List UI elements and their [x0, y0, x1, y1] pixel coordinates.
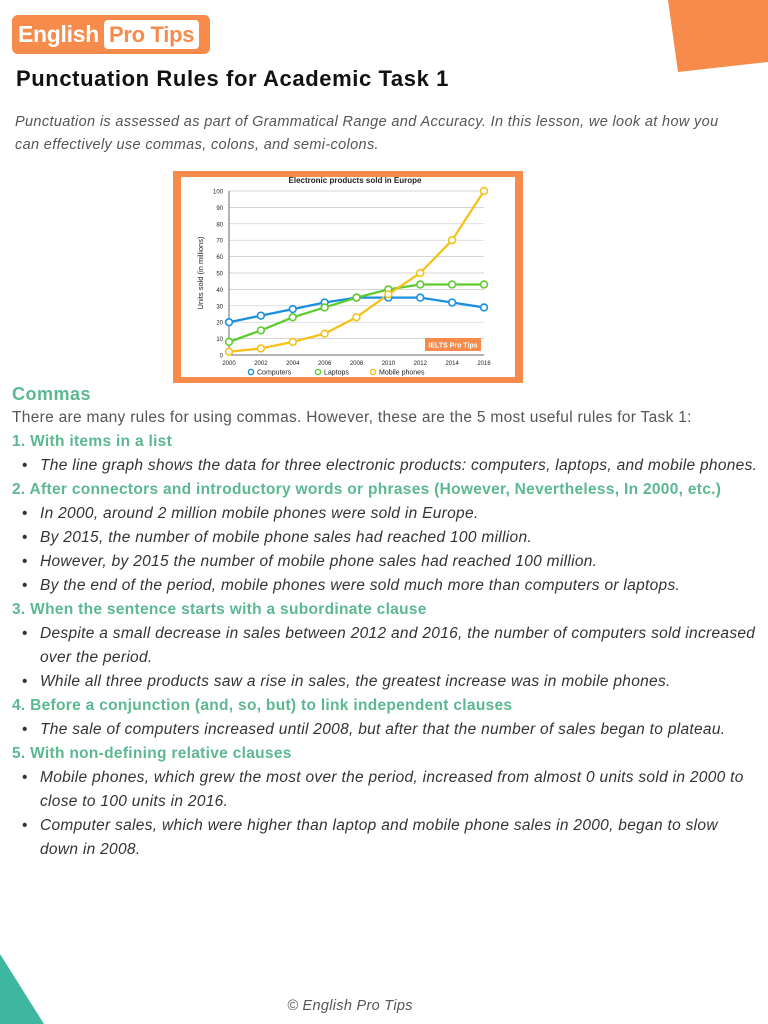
legend-marker: [315, 369, 320, 374]
data-point: [226, 319, 233, 326]
section-heading-commas: Commas: [12, 384, 92, 404]
data-point: [481, 304, 488, 311]
data-point: [481, 188, 488, 195]
logo-text-pro-tips: Pro Tips: [104, 20, 199, 49]
data-point: [417, 281, 424, 288]
y-tick-label: 50: [216, 271, 223, 278]
rule-title-3: 3. When the sentence starts with a subordinate clause: [12, 601, 427, 618]
footer-copyright: © English Pro Tips: [287, 998, 413, 1014]
rule-2-examples: [12, 502, 760, 598]
data-point: [449, 237, 456, 244]
legend-label: Computers: [257, 369, 292, 377]
chart-title: Electronic products sold in Europe: [288, 176, 422, 185]
data-point: [353, 314, 360, 321]
data-point: [321, 304, 328, 311]
example-item: • The sale of computers increased until 2008, but after that the number of sales began to plateau.: [12, 718, 760, 742]
chart-watermark: [425, 338, 481, 351]
example-item: • While all three products saw a rise in sales, the greatest increase was in mobile phones.: [12, 670, 760, 694]
legend-label: Laptops: [324, 369, 349, 377]
y-tick-label: 90: [216, 205, 223, 212]
content: [12, 382, 760, 862]
y-axis-label: Units sold (in millions): [196, 236, 205, 310]
data-point: [353, 294, 360, 301]
data-point: [417, 270, 424, 277]
data-point: [226, 348, 233, 355]
x-tick-label: 2010: [381, 361, 396, 367]
legend-marker: [370, 369, 375, 374]
line-chart: [173, 171, 523, 383]
y-tick-label: 60: [216, 255, 223, 262]
data-point: [289, 338, 296, 345]
rule-5-examples: [12, 766, 760, 862]
y-tick-label: 70: [216, 238, 223, 245]
x-tick-label: 2000: [222, 361, 236, 367]
intro-paragraph: Punctuation is assessed as part of Grammatical Range and Accuracy. In this lesson, we look at how you can effectively use commas, colons, and semi-colons.: [15, 114, 719, 153]
x-tick-label: 2004: [286, 361, 300, 367]
example-item: • By the end of the period, mobile phones were sold much more than computers or laptops.: [12, 574, 760, 598]
y-tick-label: 10: [216, 337, 223, 344]
y-tick-label: 40: [216, 287, 223, 294]
x-tick-label: 2008: [349, 361, 364, 367]
x-tick-label: 2002: [254, 361, 268, 367]
x-tick-label: 2012: [413, 361, 427, 367]
legend-marker: [248, 369, 253, 374]
rule-title-5: 5. With non-defining relative clauses: [12, 745, 292, 762]
data-point: [289, 314, 296, 321]
y-tick-label: 80: [216, 222, 223, 229]
logo-text-english: English: [18, 21, 99, 47]
page-title: Punctuation Rules for Academic Task 1: [16, 66, 449, 91]
y-tick-label: 100: [212, 189, 223, 196]
data-point: [257, 312, 264, 319]
y-tick-label: 20: [216, 320, 223, 327]
data-point: [289, 306, 296, 313]
logo: [12, 15, 210, 54]
x-tick-label: 2014: [445, 361, 459, 367]
rule-4-examples: [12, 718, 760, 742]
data-point: [257, 345, 264, 352]
data-point: [226, 338, 233, 345]
y-tick-label: 30: [216, 304, 223, 311]
example-item: • Computer sales, which were higher than laptop and mobile phone sales in 2000, began to slow down in 2008.: [12, 814, 760, 862]
data-point: [417, 294, 424, 301]
rule-title-2: 2. After connectors and introductory words or phrases (However, Nevertheless, In 2000, etc.): [12, 481, 722, 498]
rule-title-1: 1. With items in a list: [12, 433, 173, 450]
x-tick-label: 2016: [477, 361, 491, 367]
example-item: • However, by 2015 the number of mobile phone sales had reached 100 million.: [12, 550, 760, 574]
x-tick-label: 2006: [317, 361, 332, 367]
svg-text:IELTS Pro Tips: IELTS Pro Tips: [428, 342, 478, 350]
y-tick-label: 0: [219, 353, 223, 360]
rule-title-4: 4. Before a conjunction (and, so, but) to link independent clauses: [12, 697, 513, 714]
data-point: [449, 281, 456, 288]
data-point: [257, 327, 264, 334]
example-item: • Mobile phones, which grew the most over the period, increased from almost 0 units sold in 2000 to close to 100 units in 2016.: [12, 766, 760, 814]
data-point: [321, 330, 328, 337]
orange-corner-shape: [668, 0, 768, 72]
example-item: • By 2015, the number of mobile phone sales had reached 100 million.: [12, 526, 760, 550]
data-point: [385, 291, 392, 298]
example-item: • In 2000, around 2 million mobile phones were sold in Europe.: [12, 502, 760, 526]
example-item: • The line graph shows the data for three electronic products: computers, laptops, and mobile phones.: [12, 454, 760, 478]
legend-label: Mobile phones: [379, 369, 425, 377]
rule-1-examples: [12, 454, 760, 478]
data-point: [481, 281, 488, 288]
data-point: [449, 299, 456, 306]
rule-3-examples: [12, 622, 760, 694]
example-item: • Despite a small decrease in sales between 2012 and 2016, the number of computers sold increased over the period.: [12, 622, 760, 670]
section-intro: There are many rules for using commas. However, these are the 5 most useful rules for Task 1:: [12, 409, 692, 426]
